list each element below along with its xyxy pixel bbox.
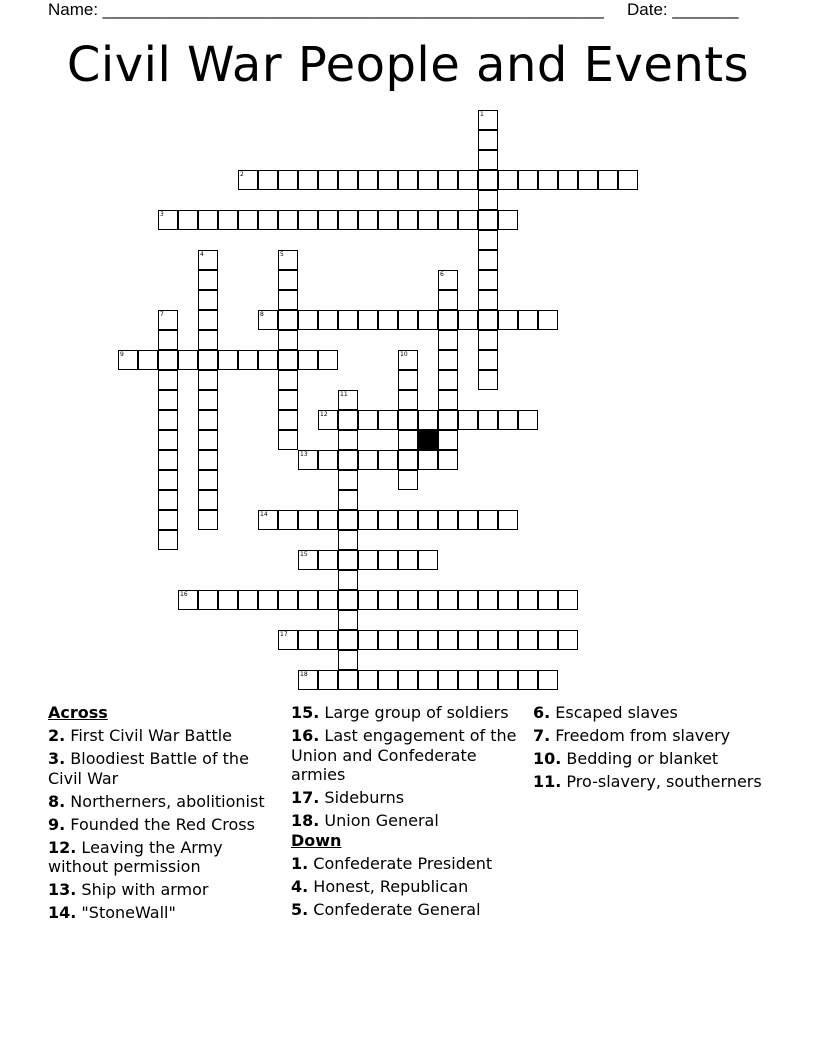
crossword-cell[interactable] (438, 510, 458, 530)
clue-number-label: 12 (320, 411, 328, 418)
crossword-cell[interactable] (158, 410, 178, 430)
crossword-cell[interactable] (198, 250, 218, 270)
crossword-cell[interactable] (198, 430, 218, 450)
crossword-cell[interactable] (198, 350, 218, 370)
crossword-cell[interactable] (498, 210, 518, 230)
crossword-cell[interactable] (478, 250, 498, 270)
clue-number-label: 16 (180, 591, 188, 598)
crossword-cell[interactable] (198, 290, 218, 310)
crossword-cell[interactable] (518, 170, 538, 190)
crossword-cell[interactable] (398, 630, 418, 650)
crossword-cell[interactable] (378, 450, 398, 470)
crossword-cell[interactable] (418, 310, 438, 330)
crossword-cell[interactable] (418, 550, 438, 570)
crossword-cell[interactable] (498, 310, 518, 330)
crossword-cell[interactable] (338, 170, 358, 190)
clue-text: Large group of soldiers (319, 703, 509, 722)
clue-number: 9. (48, 814, 66, 834)
crossword-cell[interactable] (438, 170, 458, 190)
crossword-cell[interactable] (478, 110, 498, 130)
clue-text: Freedom from slavery (550, 726, 731, 745)
crossword-cell[interactable] (158, 350, 178, 370)
crossword-cell[interactable] (238, 350, 258, 370)
crossword-cell[interactable] (278, 350, 298, 370)
across-clue-list (48, 726, 276, 923)
crossword-cell[interactable] (158, 510, 178, 530)
clue-number-label: 9 (120, 351, 124, 358)
crossword-cell[interactable] (278, 630, 298, 650)
crossword-cell[interactable] (578, 170, 598, 190)
clue-number: 1. (291, 853, 309, 873)
clues-column-2 (291, 703, 519, 919)
crossword-cell[interactable] (198, 330, 218, 350)
crossword-cell[interactable] (278, 270, 298, 290)
crossword-cell[interactable] (378, 170, 398, 190)
crossword-cell[interactable] (478, 170, 498, 190)
clue-number: 5. (291, 899, 309, 919)
crossword-cell[interactable] (318, 670, 338, 690)
crossword-cell[interactable] (338, 570, 358, 590)
crossword-cell[interactable] (338, 310, 358, 330)
crossword-cell[interactable] (318, 170, 338, 190)
crossword-cell[interactable] (438, 370, 458, 390)
crossword-cell[interactable] (358, 550, 378, 570)
crossword-cell[interactable] (338, 410, 358, 430)
clue-text: Sideburns (319, 788, 405, 807)
crossword-cell[interactable] (558, 630, 578, 650)
clue-text: "StoneWall" (76, 903, 176, 922)
crossword-cell[interactable] (238, 170, 258, 190)
down-clue-list (291, 854, 519, 920)
crossword-cell[interactable] (478, 590, 498, 610)
clue-item (533, 726, 773, 746)
down-clue-list-continued (533, 703, 773, 792)
crossword-cell[interactable] (118, 350, 138, 370)
clue-number-label: 18 (300, 671, 308, 678)
crossword-cell[interactable] (418, 510, 438, 530)
crossword-cell[interactable] (458, 210, 478, 230)
clue-number: 8. (48, 791, 66, 811)
clue-text: Leaving the Army without permission (48, 837, 223, 876)
across-clue-list-continued (291, 703, 519, 831)
crossword-cell[interactable] (338, 650, 358, 670)
clue-number: 17. (291, 788, 320, 807)
crossword-cell[interactable] (198, 470, 218, 490)
name-field-label: Name: _____________________________________________________ (48, 0, 604, 19)
crossword-cell[interactable] (478, 310, 498, 330)
clue-item (533, 703, 773, 723)
crossword-cell[interactable] (478, 410, 498, 430)
clue-item (48, 838, 276, 877)
crossword-cell[interactable] (598, 170, 618, 190)
clue-item (48, 792, 276, 812)
crossword-cell[interactable] (378, 590, 398, 610)
clue-item (48, 815, 276, 835)
crossword-cell[interactable] (298, 630, 318, 650)
clue-item (48, 749, 276, 788)
crossword-cell[interactable] (498, 510, 518, 530)
crossword-cell[interactable] (338, 630, 358, 650)
clue-item (533, 772, 773, 792)
crossword-cell[interactable] (498, 630, 518, 650)
crossword-cell[interactable] (398, 670, 418, 690)
crossword-cell[interactable] (158, 390, 178, 410)
clue-number: 4. (291, 876, 309, 896)
crossword-cell[interactable] (558, 590, 578, 610)
crossword-cell[interactable] (278, 410, 298, 430)
clue-text: Confederate President (308, 853, 493, 873)
crossword-cell[interactable] (378, 550, 398, 570)
crossword-cell[interactable] (198, 590, 218, 610)
crossword-cell[interactable] (298, 310, 318, 330)
crossword-cell[interactable] (438, 670, 458, 690)
clue-text: Northerners, abolitionist (65, 791, 265, 811)
crossword-cell[interactable] (378, 670, 398, 690)
clue-item (48, 726, 276, 746)
crossword-cell[interactable] (318, 410, 338, 430)
crossword-cell[interactable] (378, 410, 398, 430)
clue-number-label: 3 (160, 211, 164, 218)
crossword-cell[interactable] (358, 410, 378, 430)
crossword-cell[interactable] (338, 430, 358, 450)
crossword-cell[interactable] (398, 450, 418, 470)
clue-item (291, 900, 519, 920)
crossword-cell[interactable] (278, 210, 298, 230)
crossword-cell[interactable] (438, 390, 458, 410)
crossword-cell[interactable] (478, 670, 498, 690)
crossword-cell[interactable] (158, 470, 178, 490)
clue-number: 16. (291, 726, 320, 745)
crossword-cell[interactable] (318, 510, 338, 530)
crossword-cell[interactable] (418, 170, 438, 190)
crossword-cell[interactable] (538, 170, 558, 190)
crossword-cell[interactable] (178, 350, 198, 370)
crossword-cell[interactable] (478, 330, 498, 350)
crossword-cell[interactable] (458, 590, 478, 610)
crossword-cell[interactable] (318, 590, 338, 610)
crossword-cell[interactable] (158, 490, 178, 510)
crossword-cell[interactable] (398, 470, 418, 490)
clue-number-label: 13 (300, 451, 308, 458)
crossword-cell[interactable] (338, 470, 358, 490)
crossword-cell[interactable] (278, 390, 298, 410)
crossword-cell[interactable] (158, 450, 178, 470)
crossword-cell[interactable] (518, 670, 538, 690)
crossword-cell[interactable] (458, 630, 478, 650)
crossword-cell[interactable] (158, 330, 178, 350)
clue-number: 3. (48, 749, 66, 768)
crossword-cell[interactable] (278, 250, 298, 270)
crossword-cell[interactable] (198, 390, 218, 410)
crossword-cell[interactable] (438, 290, 458, 310)
crossword-cell[interactable] (498, 590, 518, 610)
crossword-cell[interactable] (198, 210, 218, 230)
crossword-cell[interactable] (438, 430, 458, 450)
clue-number-label: 4 (200, 251, 204, 258)
crossword-cell[interactable] (398, 510, 418, 530)
crossword-cell[interactable] (418, 210, 438, 230)
clue-text: Bloodiest Battle of the Civil War (48, 749, 249, 788)
crossword-cell[interactable] (398, 430, 418, 450)
crossword-cell[interactable] (338, 210, 358, 230)
clue-number-label: 2 (240, 171, 244, 178)
crossword-cell[interactable] (298, 210, 318, 230)
crossword-cell[interactable] (218, 590, 238, 610)
crossword-cell[interactable] (258, 510, 278, 530)
crossword-cell[interactable] (438, 590, 458, 610)
clue-text: Bedding or blanket (561, 749, 719, 768)
crossword-cell[interactable] (318, 550, 338, 570)
crossword-cell[interactable] (358, 670, 378, 690)
clue-number: 2. (48, 726, 66, 745)
crossword-cell[interactable] (338, 550, 358, 570)
clue-item (291, 788, 519, 808)
clue-text: First Civil War Battle (65, 726, 233, 745)
crossword-cell[interactable] (478, 150, 498, 170)
crossword-cell[interactable] (538, 310, 558, 330)
crossword-cell[interactable] (398, 390, 418, 410)
crossword-cell[interactable] (458, 410, 478, 430)
down-heading: Down (291, 830, 342, 850)
crossword-cell[interactable] (278, 590, 298, 610)
crossword-cell[interactable] (158, 530, 178, 550)
clue-text: Founded the Red Cross (65, 814, 255, 834)
crossword-cell[interactable] (358, 210, 378, 230)
crossword-cell[interactable] (278, 170, 298, 190)
crossword-cell[interactable] (358, 450, 378, 470)
crossword-cell[interactable] (478, 290, 498, 310)
crossword-cell[interactable] (158, 310, 178, 330)
crossword-cell[interactable] (178, 210, 198, 230)
crossword-cell[interactable] (258, 350, 278, 370)
crossword-cell[interactable] (318, 450, 338, 470)
crossword-cell[interactable] (258, 590, 278, 610)
crossword-cell[interactable] (278, 370, 298, 390)
crossword-cell[interactable] (278, 290, 298, 310)
crossword-cell[interactable] (538, 670, 558, 690)
crossword-cell[interactable] (438, 330, 458, 350)
crossword-cell[interactable] (458, 310, 478, 330)
crossword-cell[interactable] (138, 350, 158, 370)
clue-number-label: 6 (440, 271, 444, 278)
crossword-cell[interactable] (478, 130, 498, 150)
clue-number: 6. (533, 703, 551, 722)
crossword-cell[interactable] (158, 210, 178, 230)
crossword-cell[interactable] (198, 270, 218, 290)
crossword-cell[interactable] (158, 370, 178, 390)
crossword-cell[interactable] (298, 350, 318, 370)
crossword-cell[interactable] (378, 510, 398, 530)
clue-item (291, 811, 519, 831)
clue-number: 11. (533, 772, 562, 791)
crossword-cell[interactable] (298, 670, 318, 690)
crossword-cell[interactable] (198, 310, 218, 330)
clue-number-label: 10 (400, 351, 408, 358)
clue-number: 12. (48, 837, 77, 857)
crossword-cell[interactable] (298, 550, 318, 570)
crossword-cell[interactable] (438, 410, 458, 430)
crossword-cell[interactable] (198, 410, 218, 430)
crossword-cell[interactable] (338, 610, 358, 630)
crossword-cell[interactable] (378, 310, 398, 330)
crossword-cell[interactable] (478, 370, 498, 390)
crossword-cell[interactable] (418, 450, 438, 470)
crossword-cell[interactable] (338, 530, 358, 550)
black-cell (418, 430, 438, 450)
crossword-cell[interactable] (218, 210, 238, 230)
crossword-cell[interactable] (478, 510, 498, 530)
clue-number: 14. (48, 903, 77, 922)
clue-number: 10. (533, 749, 562, 768)
crossword-cell[interactable] (438, 270, 458, 290)
crossword-cell[interactable] (278, 310, 298, 330)
crossword-cell[interactable] (438, 630, 458, 650)
crossword-cell[interactable] (338, 510, 358, 530)
crossword-cell[interactable] (318, 210, 338, 230)
crossword-cell[interactable] (198, 490, 218, 510)
clue-text: Union General (319, 811, 439, 830)
crossword-cell[interactable] (518, 590, 538, 610)
clue-item (291, 877, 519, 897)
clue-item (533, 749, 773, 769)
clue-item (291, 726, 519, 785)
crossword-cell[interactable] (278, 430, 298, 450)
crossword-cell[interactable] (158, 430, 178, 450)
crossword-cell[interactable] (518, 410, 538, 430)
crossword-cell[interactable] (398, 550, 418, 570)
crossword-cell[interactable] (478, 230, 498, 250)
crossword-cell[interactable] (318, 350, 338, 370)
crossword-cell[interactable] (458, 670, 478, 690)
date-field-label: Date: _______ (627, 0, 739, 19)
clue-number-label: 15 (300, 551, 308, 558)
crossword-cell[interactable] (398, 410, 418, 430)
clue-item (291, 703, 519, 723)
crossword-cell[interactable] (418, 670, 438, 690)
crossword-cell[interactable] (478, 350, 498, 370)
crossword-cell[interactable] (438, 310, 458, 330)
crossword-cell[interactable] (398, 370, 418, 390)
crossword-cell[interactable] (318, 630, 338, 650)
crossword-cell[interactable] (318, 310, 338, 330)
crossword-cell[interactable] (478, 190, 498, 210)
crossword-cell[interactable] (398, 170, 418, 190)
crossword-cell[interactable] (478, 210, 498, 230)
clue-item (48, 903, 276, 923)
crossword-cell[interactable] (458, 510, 478, 530)
crossword-cell[interactable] (358, 630, 378, 650)
crossword-cell[interactable] (418, 410, 438, 430)
clue-text: Honest, Republican (308, 876, 469, 896)
crossword-cell[interactable] (538, 630, 558, 650)
crossword-cell[interactable] (358, 510, 378, 530)
crossword-cell[interactable] (538, 590, 558, 610)
crossword-cell[interactable] (198, 370, 218, 390)
crossword-cell[interactable] (438, 210, 458, 230)
clues-column-3 (533, 703, 773, 792)
crossword-cell[interactable] (178, 590, 198, 610)
clue-number-label: 14 (260, 511, 268, 518)
crossword-cell[interactable] (338, 450, 358, 470)
crossword-cell[interactable] (498, 410, 518, 430)
crossword-cell[interactable] (258, 310, 278, 330)
crossword-cell[interactable] (358, 590, 378, 610)
crossword-cell[interactable] (238, 590, 258, 610)
crossword-cell[interactable] (458, 170, 478, 190)
clue-item (48, 880, 276, 900)
crossword-cell[interactable] (398, 590, 418, 610)
clue-number-label: 5 (280, 251, 284, 258)
crossword-cell[interactable] (298, 170, 318, 190)
crossword-cell[interactable] (418, 630, 438, 650)
crossword-cell[interactable] (398, 350, 418, 370)
crossword-cell[interactable] (298, 590, 318, 610)
crossword-cell[interactable] (378, 210, 398, 230)
across-heading: Across (48, 703, 108, 722)
clue-number-label: 1 (480, 111, 484, 118)
clue-number: 15. (291, 703, 320, 722)
crossword-cell[interactable] (478, 630, 498, 650)
clue-item (291, 854, 519, 874)
crossword-cell[interactable] (518, 310, 538, 330)
crossword-cell[interactable] (278, 330, 298, 350)
crossword-cell[interactable] (498, 170, 518, 190)
crossword-cell[interactable] (258, 210, 278, 230)
clue-text: Ship with armor (76, 880, 209, 899)
crossword-cell[interactable] (198, 510, 218, 530)
crossword-cell[interactable] (278, 510, 298, 530)
crossword-cell[interactable] (198, 450, 218, 470)
clue-number: 18. (291, 811, 320, 830)
crossword-cell[interactable] (298, 510, 318, 530)
crossword-cell[interactable] (398, 310, 418, 330)
crossword-cell[interactable] (518, 630, 538, 650)
clue-number: 7. (533, 726, 551, 745)
crossword-cell[interactable] (338, 490, 358, 510)
clue-text: Confederate General (308, 899, 481, 919)
crossword-cell[interactable] (478, 270, 498, 290)
clue-number-label: 7 (160, 311, 164, 318)
crossword-cell[interactable] (338, 670, 358, 690)
clue-number-label: 11 (340, 391, 348, 398)
clues-column-1 (48, 703, 276, 923)
clue-number-label: 17 (280, 631, 288, 638)
clue-number: 13. (48, 880, 77, 899)
crossword-cell[interactable] (238, 210, 258, 230)
crossword-cell[interactable] (558, 170, 578, 190)
crossword-cell[interactable] (358, 170, 378, 190)
clue-text: Last engagement of the Union and Confederate armies (291, 726, 517, 784)
crossword-cell[interactable] (418, 590, 438, 610)
clue-text: Pro-slavery, southerners (561, 772, 762, 791)
crossword-cell[interactable] (338, 590, 358, 610)
crossword-cell[interactable] (358, 310, 378, 330)
crossword-cell[interactable] (498, 670, 518, 690)
crossword-cell[interactable] (378, 630, 398, 650)
crossword-cell[interactable] (438, 350, 458, 370)
crossword-cell[interactable] (398, 210, 418, 230)
clue-number-label: 8 (260, 311, 264, 318)
crossword-cell[interactable] (618, 170, 638, 190)
crossword-cell[interactable] (298, 450, 318, 470)
page-title: Civil War People and Events (66, 37, 750, 93)
clue-text: Escaped slaves (550, 703, 678, 722)
crossword-cell[interactable] (258, 170, 278, 190)
crossword-cell[interactable] (338, 390, 358, 410)
crossword-cell[interactable] (438, 450, 458, 470)
crossword-cell[interactable] (218, 350, 238, 370)
